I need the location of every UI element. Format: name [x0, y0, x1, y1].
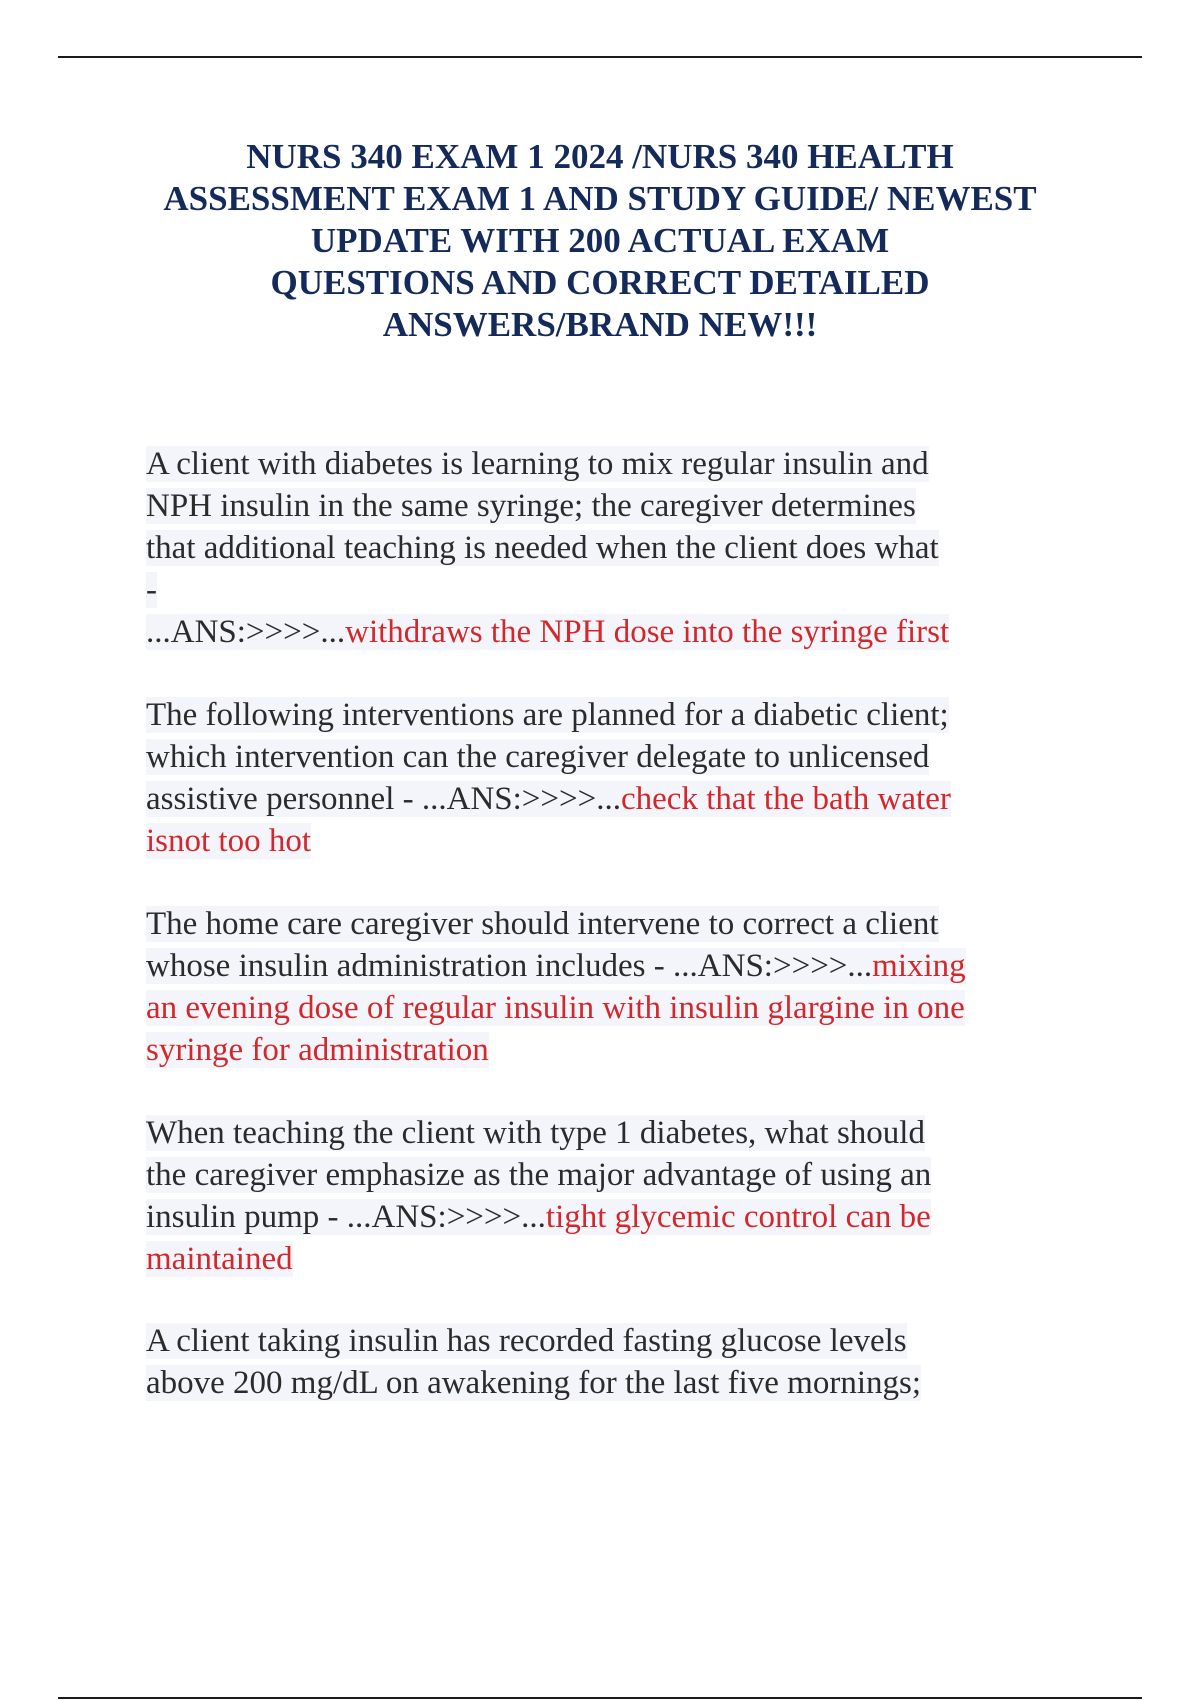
question-text: NPH insulin in the same syringe; the caregiver determines — [146, 488, 916, 524]
answer-text: syringe for administration — [146, 1032, 489, 1068]
question-text: A client taking insulin has recorded fasting glucose levels — [146, 1323, 907, 1359]
question-text: the caregiver emphasize as the major advantage of using an — [146, 1157, 932, 1193]
qa-block-5 — [146, 1320, 1046, 1404]
bottom-rule — [58, 1697, 1142, 1699]
title-line: UPDATE WITH 200 ACTUAL EXAM — [310, 221, 890, 260]
qa-block-2 — [146, 694, 1046, 862]
answer-text: tight glycemic control can be — [545, 1199, 931, 1235]
title-line: ASSESSMENT EXAM 1 AND STUDY GUIDE/ NEWEST — [163, 179, 1037, 218]
question-text: A client with diabetes is learning to mix regular insulin and — [146, 446, 929, 482]
title-line: NURS 340 EXAM 1 2024 /NURS 340 HEALTH — [246, 137, 954, 176]
question-text: When teaching the client with type 1 diabetes, what should — [146, 1115, 925, 1151]
answer-marker: ...ANS:>>>>... — [421, 781, 621, 817]
answer-text: check that the bath water — [621, 781, 951, 817]
document-title — [120, 136, 1080, 346]
question-text: whose insulin administration includes - — [146, 948, 674, 984]
question-text: insulin pump - — [146, 1199, 347, 1235]
answer-text: maintained — [146, 1241, 293, 1277]
answer-marker: ...ANS:>>>>... — [346, 1199, 546, 1235]
question-text: assistive personnel - — [146, 781, 422, 817]
answer-marker: ...ANS:>>>>... — [146, 614, 346, 650]
top-rule — [58, 56, 1142, 58]
title-line: ANSWERS/BRAND NEW!!! — [382, 305, 818, 344]
answer-text: withdraws the NPH dose into the syringe first — [345, 614, 950, 650]
qa-block-3 — [146, 903, 1046, 1071]
answer-text: isnot too hot — [146, 823, 312, 859]
qa-block-4 — [146, 1112, 1046, 1280]
question-text: which intervention can the caregiver delegate to unlicensed — [146, 739, 930, 775]
answer-text: mixing — [872, 948, 966, 984]
answer-marker: ...ANS:>>>>... — [673, 948, 873, 984]
question-text: The following interventions are planned for a diabetic client; — [146, 697, 949, 733]
qa-block-1 — [146, 443, 1046, 653]
question-text: The home care caregiver should intervene to correct a client — [146, 906, 939, 942]
answer-text: an evening dose of regular insulin with insulin glargine in one — [146, 990, 965, 1026]
question-text: - — [146, 572, 157, 608]
question-text: above 200 mg/dL on awakening for the last five mornings; — [146, 1365, 922, 1401]
title-line: QUESTIONS AND CORRECT DETAILED — [270, 263, 930, 302]
question-text: that additional teaching is needed when the client does what — [146, 530, 939, 566]
